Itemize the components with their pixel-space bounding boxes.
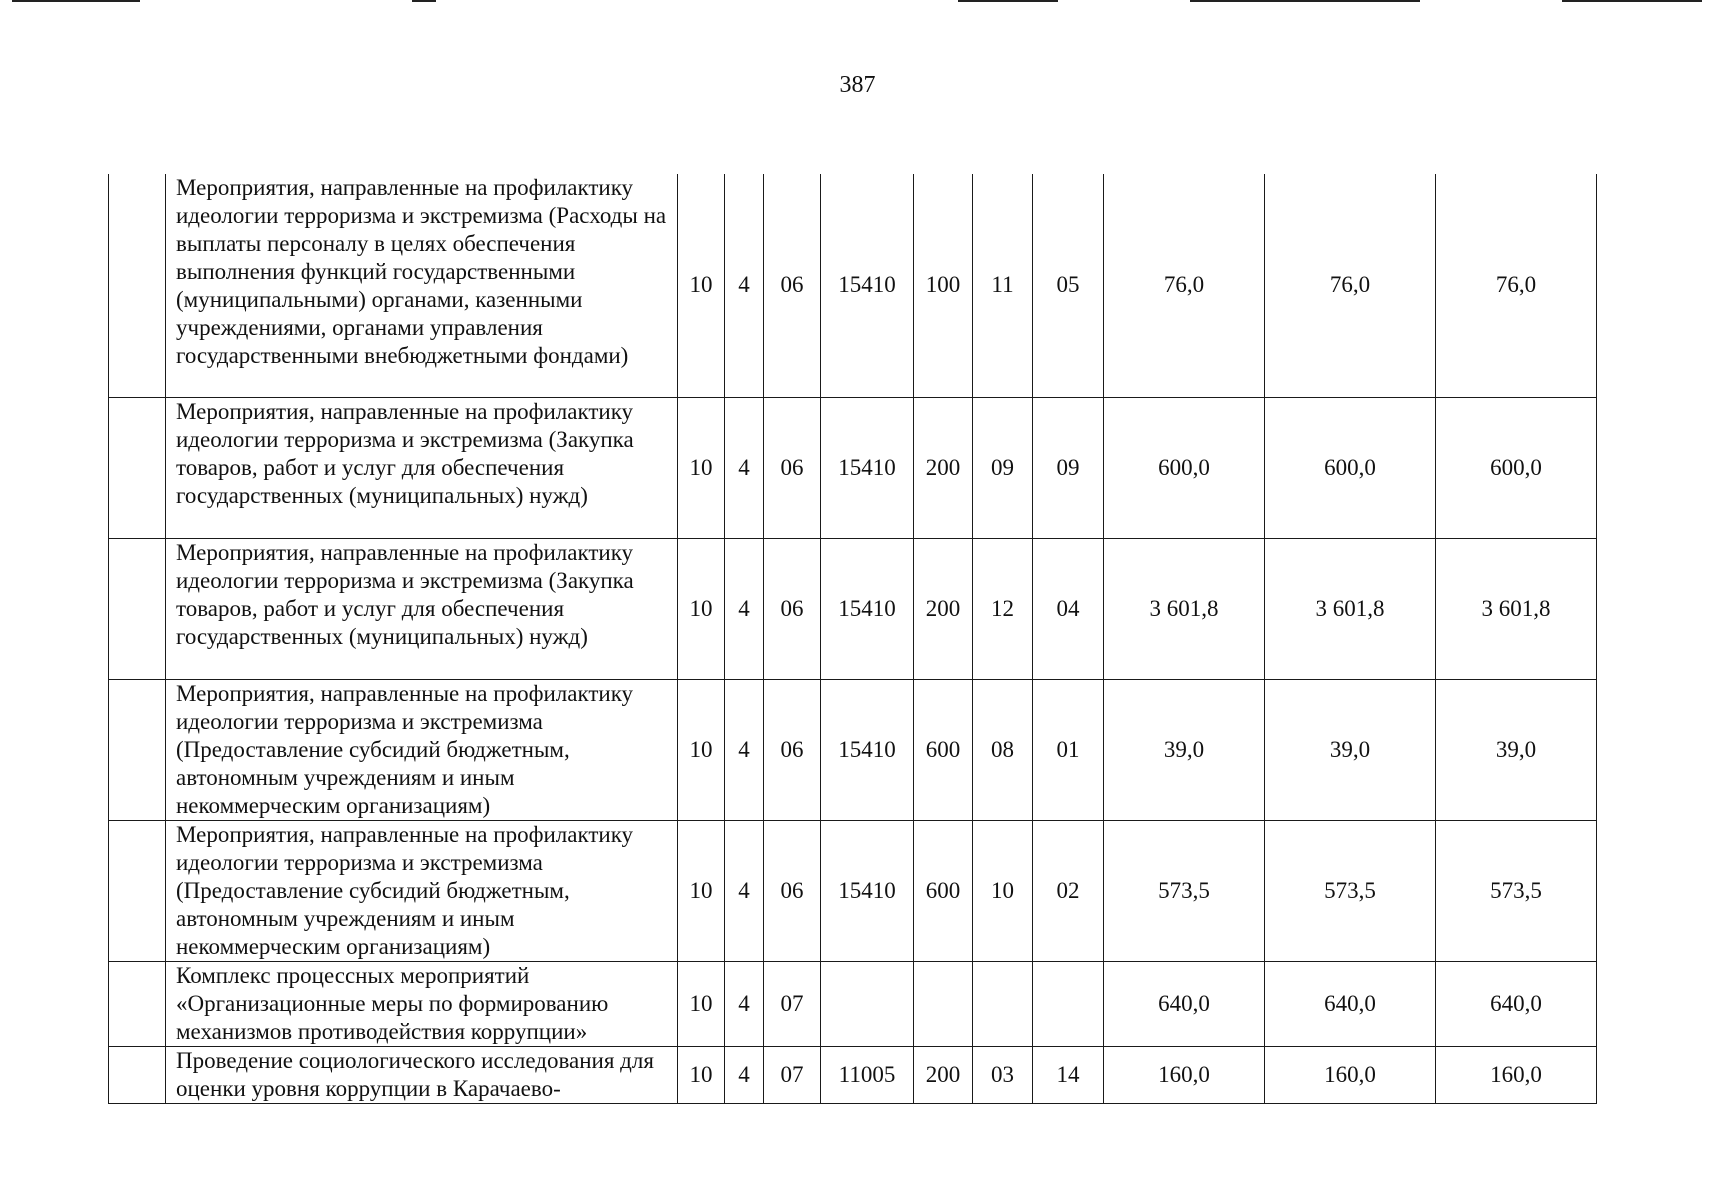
code-cell: 10 (678, 961, 725, 1046)
code-cell: 4 (725, 679, 764, 820)
budget-table (108, 174, 1597, 1104)
code-cell: 03 (973, 1046, 1033, 1103)
code-cell: 10 (678, 538, 725, 679)
table-row (109, 679, 1597, 820)
table-row (109, 538, 1597, 679)
description-cell: Мероприятия, направленные на профилактику идеологии терроризма и экстремизма (Расходы на выплаты персоналу в целях обеспечения выполнения функций государственными (муниципальными) органами, казенными учреждениями, органами управления государственными внебюджетными фондами) (166, 174, 678, 397)
code-cell: 09 (1033, 397, 1104, 538)
code-cell: 10 (678, 174, 725, 397)
code-cell: 06 (764, 679, 821, 820)
code-cell (1033, 961, 1104, 1046)
description-cell: Мероприятия, направленные на профилактику идеологии терроризма и экстремизма (Предоставление субсидий бюджетным, автономным учреждениям и иным некоммерческим организациям) (166, 820, 678, 961)
scan-mark (1562, 0, 1702, 2)
amount-cell: 640,0 (1104, 961, 1265, 1046)
table-row (109, 961, 1597, 1046)
code-cell: 06 (764, 174, 821, 397)
code-cell: 04 (1033, 538, 1104, 679)
amount-cell: 640,0 (1265, 961, 1436, 1046)
code-cell: 10 (973, 820, 1033, 961)
table-row (109, 174, 1597, 397)
amount-cell: 3 601,8 (1104, 538, 1265, 679)
code-cell: 15410 (821, 174, 914, 397)
code-cell: 02 (1033, 820, 1104, 961)
code-cell: 14 (1033, 1046, 1104, 1103)
scan-artifacts (0, 0, 1715, 6)
code-cell: 11 (973, 174, 1033, 397)
amount-cell: 600,0 (1104, 397, 1265, 538)
amount-cell: 39,0 (1265, 679, 1436, 820)
amount-cell: 600,0 (1265, 397, 1436, 538)
code-cell: 4 (725, 961, 764, 1046)
scan-mark (1190, 0, 1420, 2)
table-row (109, 820, 1597, 961)
scan-mark (12, 0, 140, 2)
code-cell (973, 961, 1033, 1046)
blank-cell (109, 174, 166, 397)
code-cell: 15410 (821, 397, 914, 538)
code-cell: 07 (764, 1046, 821, 1103)
amount-cell: 160,0 (1265, 1046, 1436, 1103)
amount-cell: 76,0 (1436, 174, 1597, 397)
code-cell: 200 (914, 397, 973, 538)
code-cell: 100 (914, 174, 973, 397)
amount-cell: 76,0 (1104, 174, 1265, 397)
blank-cell (109, 679, 166, 820)
blank-cell (109, 538, 166, 679)
blank-cell (109, 397, 166, 538)
code-cell: 200 (914, 1046, 973, 1103)
code-cell: 200 (914, 538, 973, 679)
amount-cell: 3 601,8 (1265, 538, 1436, 679)
code-cell: 06 (764, 397, 821, 538)
description-cell: Мероприятия, направленные на профилактику идеологии терроризма и экстремизма (Закупка товаров, работ и услуг для обеспечения государственных (муниципальных) нужд) (166, 538, 678, 679)
amount-cell: 573,5 (1104, 820, 1265, 961)
code-cell: 15410 (821, 679, 914, 820)
amount-cell: 160,0 (1104, 1046, 1265, 1103)
code-cell: 4 (725, 397, 764, 538)
amount-cell: 39,0 (1436, 679, 1597, 820)
scan-mark (958, 0, 1058, 2)
code-cell: 10 (678, 679, 725, 820)
code-cell: 15410 (821, 820, 914, 961)
description-cell: Комплекс процессных мероприятий «Организационные меры по формированию механизмов противодействия коррупции» (166, 961, 678, 1046)
description-cell: Проведение социологического исследования для оценки уровня коррупции в Карачаево- (166, 1046, 678, 1103)
code-cell: 12 (973, 538, 1033, 679)
code-cell (821, 961, 914, 1046)
code-cell: 08 (973, 679, 1033, 820)
code-cell: 06 (764, 538, 821, 679)
amount-cell: 3 601,8 (1436, 538, 1597, 679)
code-cell: 01 (1033, 679, 1104, 820)
code-cell: 4 (725, 820, 764, 961)
description-cell: Мероприятия, направленные на профилактику идеологии терроризма и экстремизма (Закупка товаров, работ и услуг для обеспечения государственных (муниципальных) нужд) (166, 397, 678, 538)
code-cell: 11005 (821, 1046, 914, 1103)
amount-cell: 573,5 (1265, 820, 1436, 961)
code-cell: 600 (914, 820, 973, 961)
code-cell: 600 (914, 679, 973, 820)
amount-cell: 39,0 (1104, 679, 1265, 820)
amount-cell: 600,0 (1436, 397, 1597, 538)
blank-cell (109, 961, 166, 1046)
code-cell: 15410 (821, 538, 914, 679)
amount-cell: 640,0 (1436, 961, 1597, 1046)
description-cell: Мероприятия, направленные на профилактику идеологии терроризма и экстремизма (Предоставление субсидий бюджетным, автономным учреждениям и иным некоммерческим организациям) (166, 679, 678, 820)
code-cell: 07 (764, 961, 821, 1046)
code-cell: 10 (678, 820, 725, 961)
code-cell: 05 (1033, 174, 1104, 397)
code-cell: 4 (725, 538, 764, 679)
table-row (109, 1046, 1597, 1103)
blank-cell (109, 820, 166, 961)
code-cell (914, 961, 973, 1046)
code-cell: 4 (725, 174, 764, 397)
code-cell: 09 (973, 397, 1033, 538)
amount-cell: 573,5 (1436, 820, 1597, 961)
scan-mark (412, 0, 436, 2)
code-cell: 10 (678, 397, 725, 538)
amount-cell: 76,0 (1265, 174, 1436, 397)
code-cell: 4 (725, 1046, 764, 1103)
amount-cell: 160,0 (1436, 1046, 1597, 1103)
table-row (109, 397, 1597, 538)
blank-cell (109, 1046, 166, 1103)
code-cell: 10 (678, 1046, 725, 1103)
page-number: 387 (839, 72, 876, 98)
code-cell: 06 (764, 820, 821, 961)
